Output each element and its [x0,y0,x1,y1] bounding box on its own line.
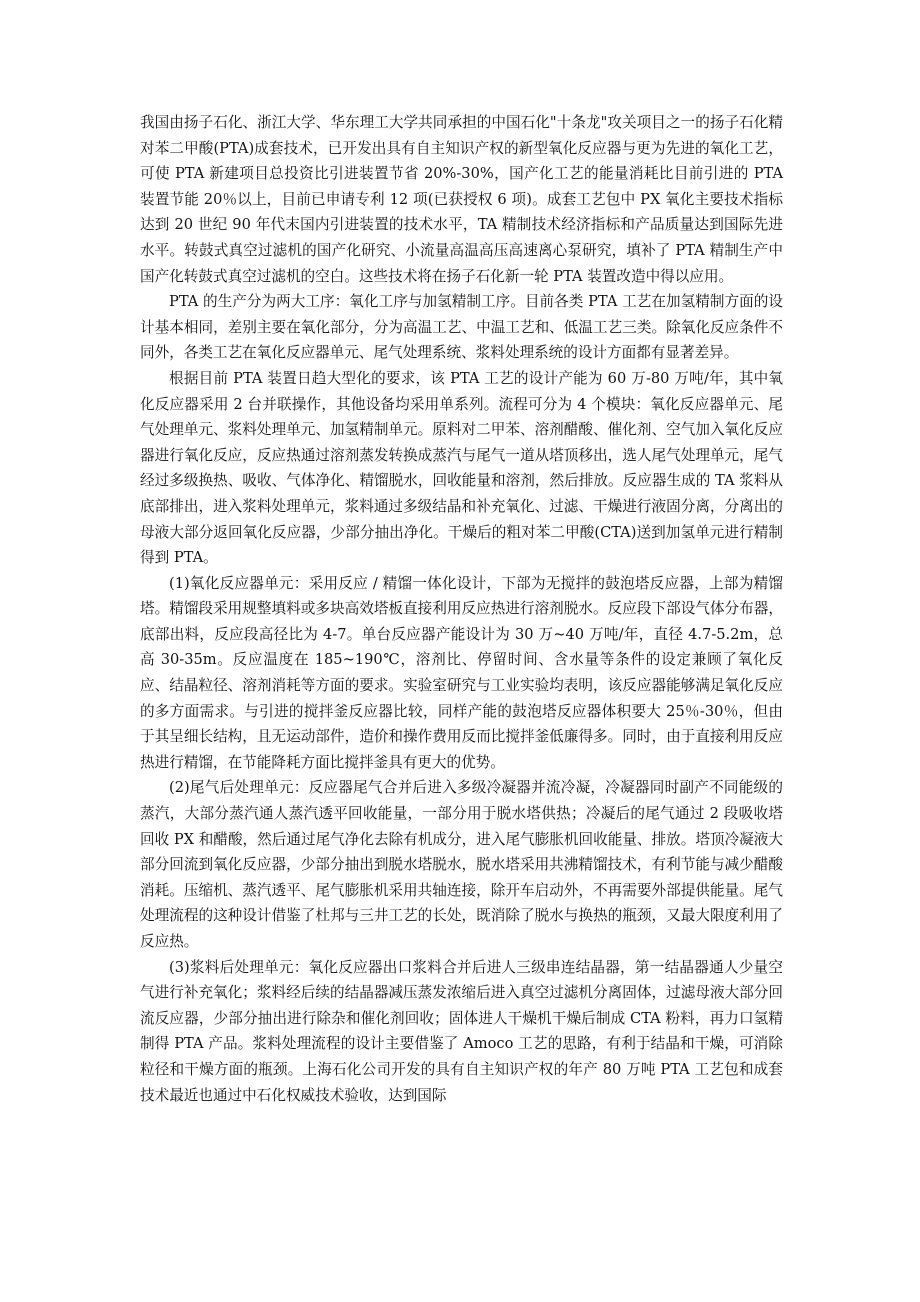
paragraph-capacity-modules: 根据目前 PTA 装置日趋大型化的要求，该 PTA 工艺的设计产能为 60 万-80 万吨/年，其中氧化反应器采用 2 台并联操作，其他设备均采用单系列。流程可分为 4 个模块：氧化反应器单元、尾气处理单元、浆料处理单元、加氢精制单元。原料对二甲苯、溶剂醋酸、催化剂、空气加入氧化反应器进行氧化反应，反应热通过溶剂蒸发转换成蒸汽与尾气一道从塔顶移出，选人尾气处理单元，尾气经过多级换热、吸收、气体净化、精馏脱水，回收能量和溶剂，然后排放。反应器生成的 TA 浆料从底部排出，进入浆料处理单元，浆料通过多级结晶和补充氧化、过滤、干燥进行液固分离，分离出的母液大部分返回氧化反应器，少部分抽出净化。干燥后的粗对苯二甲酸(CTA)送到加氢单元进行精制得到 PTA。 [140,369,783,567]
paragraph-oxidation-reactor-unit: (1)氧化反应器单元：采用反应 / 精馏一体化设计，下部为无搅拌的鼓泡塔反应器，上部为精馏塔。精馏段采用规整填料或多块高效塔板直接利用反应热进行溶剂脱水。反应段下部设气体分布器，底部出料，反应段高径比为 4-7。单台反应器产能设计为 30 万~40 万吨/年，直径 4.7-5.2m，总高 30-35m。反应温度在 185~190℃，溶剂比、停留时间、含水量等条件的设定兼顾了氧化反应、结晶粒径、溶剂消耗等方面的要求。实验室研究与工业实验均表明，该反应器能够满足氧化反应的多方面需求。与引进的搅拌釜反应器比较，同样产能的鼓泡塔反应器体积要大 25％-30％，但由于其呈细长结构，且无运动部件，造价和操作费用反而比搅拌釜低廉得多。同时，由于直接利用反应热进行精馏，在节能降耗方面比搅拌釜具有更大的优势。 [140,574,783,771]
paragraph-tail-gas-unit: (2)尾气后处理单元：反应器尾气合并后进入多级冷凝器并流冷凝，冷凝器同时副产不同能级的蒸汽，大部分蒸汽通人蒸汽透平回收能量，一部分用于脱水塔供热；冷凝后的尾气通过 2 段吸收塔回收 PX 和醋酸，然后通过尾气净化去除有机成分，进入尾气膨胀机回收能量、排放。塔顶冷凝液大部分回流到氧化反应器，少部分抽出到脱水塔脱水，脱水塔采用共沸精馏技术，有利节能与减少醋酸消耗。压缩机、蒸汽透平、尾气膨胀机采用共轴连接，除开车启动外，不再需要外部提供能量。尾气处理流程的这种设计借鉴了杜邦与三井工艺的长处，既消除了脱水与换热的瓶颈，又最大限度利用了反应热。 [140,779,783,950]
document-body [140,110,783,1108]
paragraph-intro: 我国由扬子石化、浙江大学、华东理工大学共同承担的中国石化"十条龙"攻关项目之一的扬子石化精对苯二甲酸(PTA)成套技术，已开发出具有自主知识产权的新型氧化反应器与更为先进的氧化工艺，可使 PTA 新建项目总投资比引进装置节省 20%-30%，国产化工艺的能量消耗比目前引进的 PTA 装置节能 20％以上，目前已申请专利 12 项(已获授权 6 项)。成套工艺包中 PX 氧化主要技术指标达到 20 世纪 90 年代末国内引进装置的技术水平，TA 精制技术经济指标和产品质量达到国际先进水平。转鼓式真空过滤机的国产化研究、小流量高温高压高速离心泵研究，填补了 PTA 精制生产中国产化转鼓式真空过滤机的空白。这些技术将在扬子石化新一轮 PTA 装置改造中得以应用。 [140,114,783,285]
paragraph-slurry-unit: (3)浆料后处理单元：氧化反应器出口浆料合并后进人三级串连结晶器，第一结晶器通人少量空气进行补充氧化；浆料经后续的结晶器减压蒸发浓缩后进入真空过滤机分离固体，过滤母液大部分回流反应器，少部分抽出进行除杂和催化剂回收；固体进人干燥机干燥后制成 CTA 粉料，再力口氢精制得 PTA 产品。浆料处理流程的设计主要借鉴了 Amoco 工艺的思路，有利于结晶和干燥，可消除粒径和干燥方面的瓶颈。上海石化公司开发的具有自主知识产权的年产 80 万吨 PTA 工艺包和成套技术最近也通过中石化权威技术验收，达到国际 [140,958,783,1104]
paragraph-process-overview: PTA 的生产分为两大工序：氧化工序与加氢精制工序。目前各类 PTA 工艺在加氢精制方面的设计基本相同，差别主要在氧化部分，分为高温工艺、中温工艺和、低温工艺三类。除氧化反应条件不同外，各类工艺在氧化反应器单元、尾气处理系统、浆料处理系统的设计方面都有显著差异。 [140,293,783,362]
